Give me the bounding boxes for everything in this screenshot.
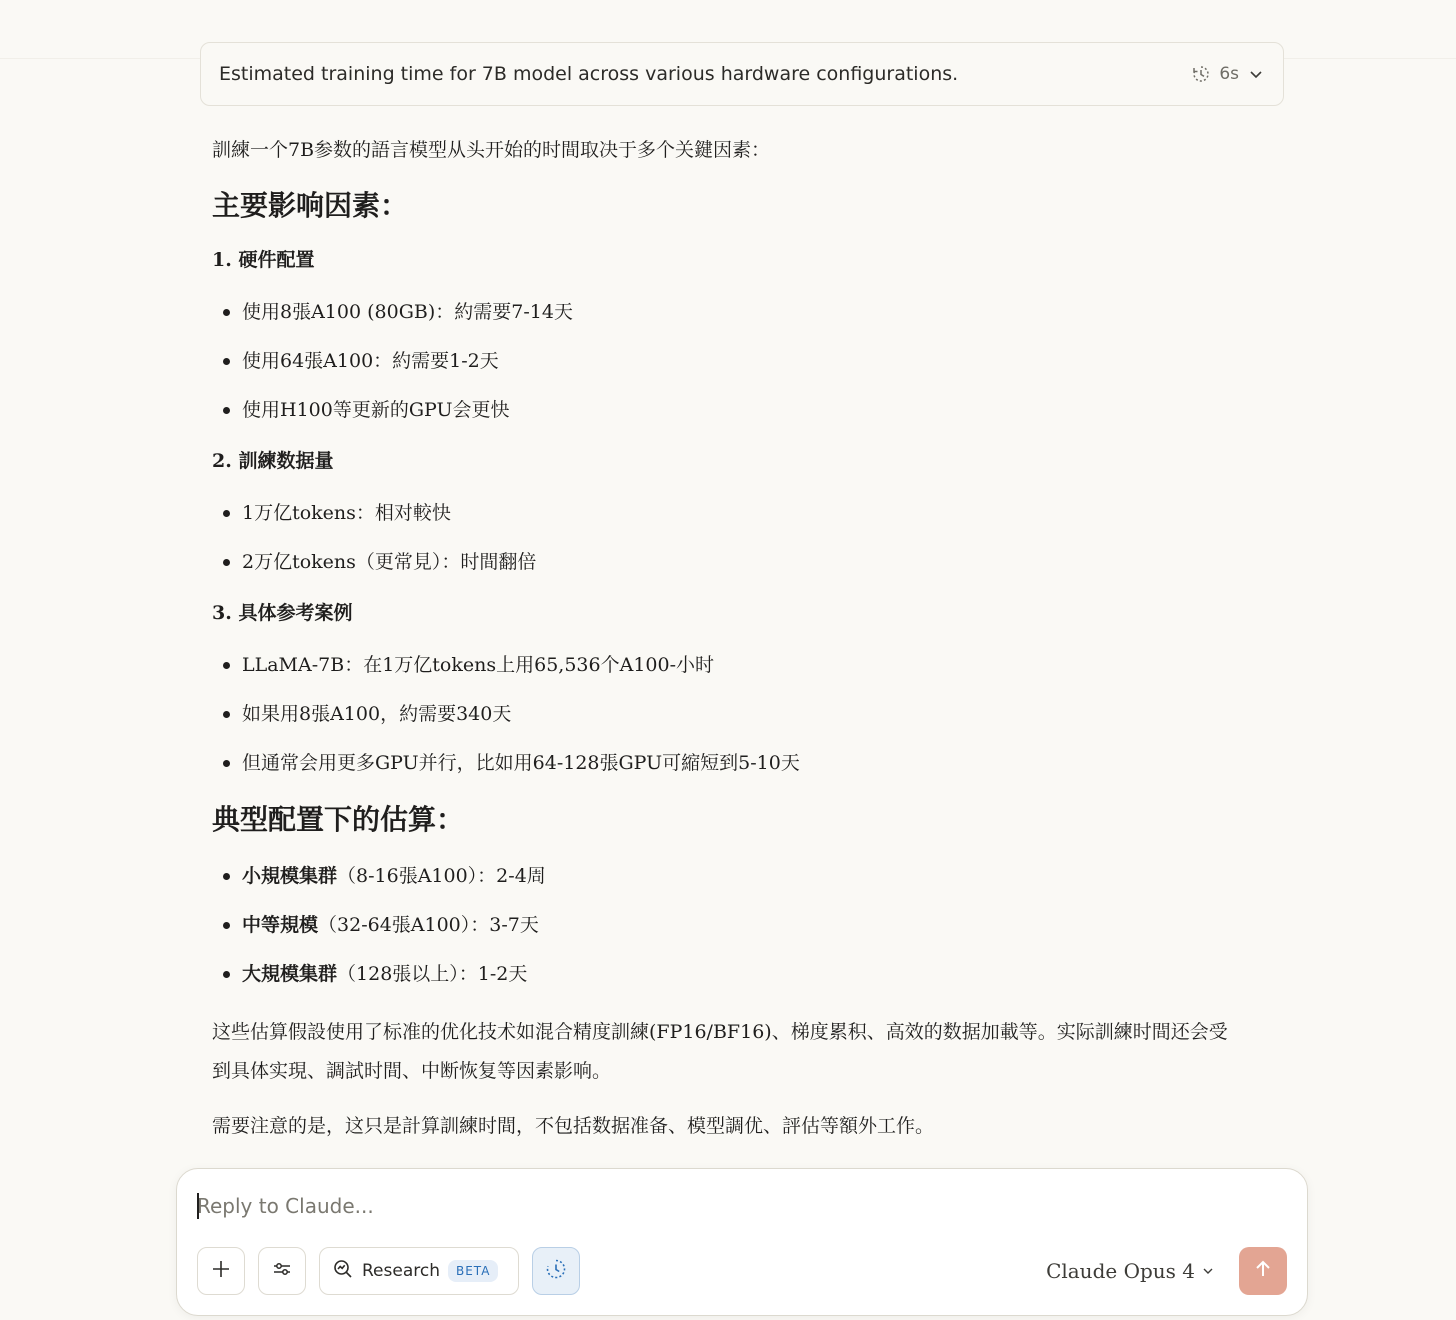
section-heading-estimates: 典型配置下的估算： [212,803,465,836]
text-caret [197,1193,199,1219]
estimate-detail: （32-64張A100）：3-7天 [318,914,539,936]
thinking-duration: 6s [1219,64,1239,84]
composer [176,1168,1308,1316]
section-heading-factors: 主要影响因素： [212,189,409,222]
arrow-up-icon [1252,1258,1274,1284]
extended-thinking-toggle[interactable] [532,1247,580,1295]
clock-icon [544,1257,568,1285]
estimate-label: 中等規模 [242,914,319,936]
chevron-down-icon [1201,1259,1215,1283]
message-intro: 訓練一个7B参数的語言模型从头开始的时間取决于多个关鍵因素： [212,139,771,161]
factor-heading-hardware: 1. 硬件配置 [212,249,315,271]
add-attachment-button[interactable] [197,1247,245,1295]
factor-heading-data: 2. 訓練数据量 [212,450,334,472]
list-item [212,852,1232,901]
list-item [212,950,1232,999]
research-button[interactable] [319,1247,519,1295]
send-button[interactable] [1239,1247,1287,1295]
model-name: Claude Opus 4 [1046,1259,1195,1283]
model-selector[interactable] [1046,1255,1215,1287]
list-item [212,901,1232,950]
tools-settings-button[interactable] [258,1247,306,1295]
beta-badge: BETA [448,1260,498,1282]
factor-heading-cases: 3. 具体参考案例 [212,602,353,624]
thinking-meta [1191,64,1265,84]
estimate-label: 大規模集群 [242,963,338,985]
thinking-summary-text: Estimated training time for 7B model across various hardware configurations. [219,63,959,85]
list-item: 使用64張A100：約需要1-2天 [212,337,1232,386]
research-label: Research [362,1261,440,1281]
list-item: 2万亿tokens（更常見）：时間翻倍 [212,538,1232,587]
reply-input[interactable] [197,1191,1277,1221]
chevron-down-icon [1247,65,1265,83]
factor-list-cases [212,641,1232,788]
estimate-list [212,852,1232,999]
list-item: 1万亿tokens：相对較快 [212,489,1232,538]
estimate-detail: （128張以上）：1-2天 [337,963,528,985]
sliders-icon [271,1258,293,1284]
assistant-message [212,126,1232,1146]
estimate-label: 小規模集群 [242,865,338,887]
list-item: 使用H100等更新的GPU会更快 [212,386,1232,435]
list-item: 如果用8張A100，約需要340天 [212,690,1232,739]
list-item: LLaMA-7B：在1万亿tokens上用65,536个A100-小时 [212,641,1232,690]
thinking-summary-toggle[interactable] [200,42,1284,106]
research-icon [332,1258,354,1284]
estimate-detail: （8-16張A100）：2-4周 [337,865,546,887]
factor-list-data [212,489,1232,587]
factor-list-hardware [212,288,1232,435]
list-item: 但通常会用更多GPU并行，比如用64-128張GPU可縮短到5-10天 [212,739,1232,788]
list-item: 使用8張A100 (80GB)：約需要7-14天 [212,288,1232,337]
message-paragraph: 需要注意的是，这只是計算訓練时間，不包括数据准备、模型調优、評估等額外工作。 [212,1115,935,1137]
thinking-timer-icon [1191,64,1211,84]
plus-icon [210,1258,232,1284]
message-paragraph: 这些估算假設使用了标准的优化技术如混合精度訓練(FP16/BF16)、梯度累积、高效的数据加載等。实际訓練时間还会受到具体实現、調試时間、中断恢复等因素影响。 [212,1021,1228,1082]
